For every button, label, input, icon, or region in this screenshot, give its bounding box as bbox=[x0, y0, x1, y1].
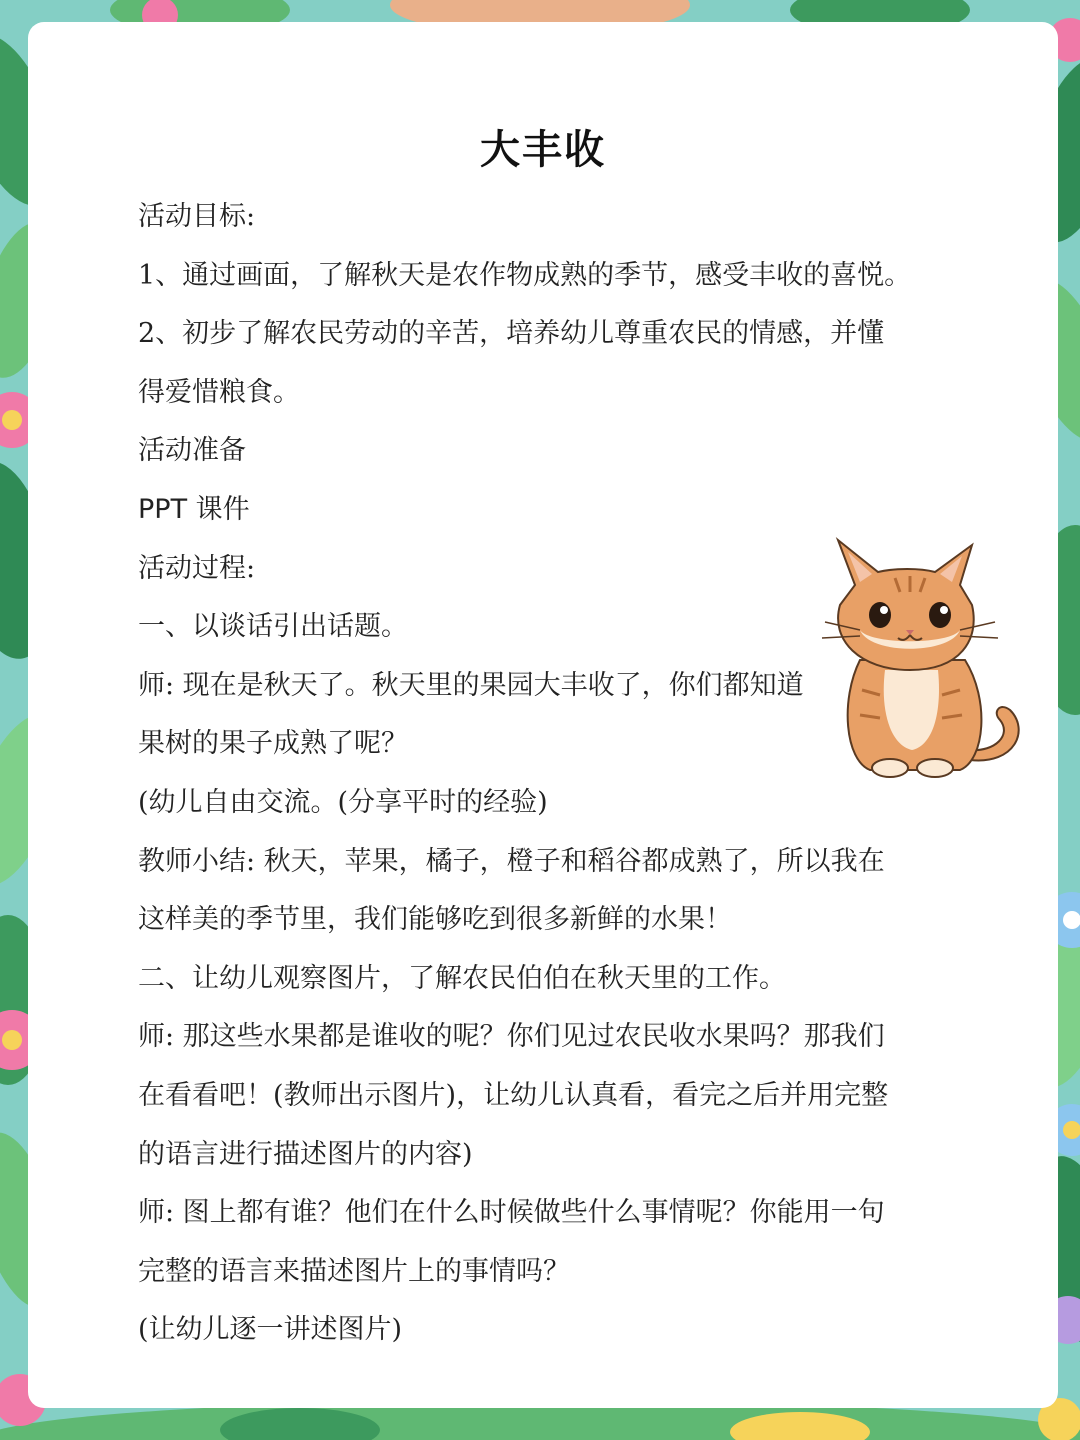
text-line: 的语言进行描述图片的内容) bbox=[138, 1138, 473, 1170]
cat-icon bbox=[800, 530, 1040, 780]
text-line: (幼儿自由交流。(分享平时的经验) bbox=[138, 786, 548, 818]
text-line: 一、以谈话引出话题。 bbox=[138, 611, 408, 643]
text-line: 完整的语言来描述图片上的事情吗？ bbox=[138, 1255, 570, 1287]
section-heading-process: 活动过程: bbox=[138, 552, 256, 584]
text-line: (让幼儿逐一讲述图片) bbox=[138, 1314, 403, 1346]
text-line: 2、初步了解农民劳动的辛苦，培养幼儿尊重农民的情感，并懂 bbox=[138, 318, 885, 350]
text-line: 在看看吧！(教师出示图片)，让幼儿认真看，看完之后并用完整 bbox=[138, 1079, 889, 1111]
text-line: 果树的果子成熟了呢？ bbox=[138, 728, 408, 760]
text-line: 师: 图上都有谁？他们在什么时候做些什么事情呢？你能用一句 bbox=[138, 1197, 885, 1229]
text-line: 得爱惜粮食。 bbox=[138, 376, 300, 408]
section-heading-goals: 活动目标: bbox=[138, 201, 256, 232]
text-line: 1、通过画面，了解秋天是农作物成熟的季节，感受丰收的喜悦。 bbox=[138, 259, 912, 291]
section-heading-preparation: 活动准备 bbox=[138, 435, 246, 467]
text-line: 教师小结: 秋天，苹果，橘子，橙子和稻谷都成熟了，所以我在 bbox=[138, 845, 885, 877]
text-line: 二、让幼儿观察图片，了解农民伯伯在秋天里的工作。 bbox=[138, 962, 786, 994]
text-line: 师: 那这些水果都是谁收的呢？你们见过农民收水果吗？那我们 bbox=[138, 1021, 885, 1053]
text-line: 师: 现在是秋天了。秋天里的果园大丰收了，你们都知道 bbox=[138, 669, 804, 701]
text-line: PPT 课件 bbox=[138, 493, 250, 525]
text-line: 这样美的季节里，我们能够吃到很多新鲜的水果！ bbox=[138, 904, 732, 936]
document-title: 大丰收 bbox=[480, 127, 606, 173]
